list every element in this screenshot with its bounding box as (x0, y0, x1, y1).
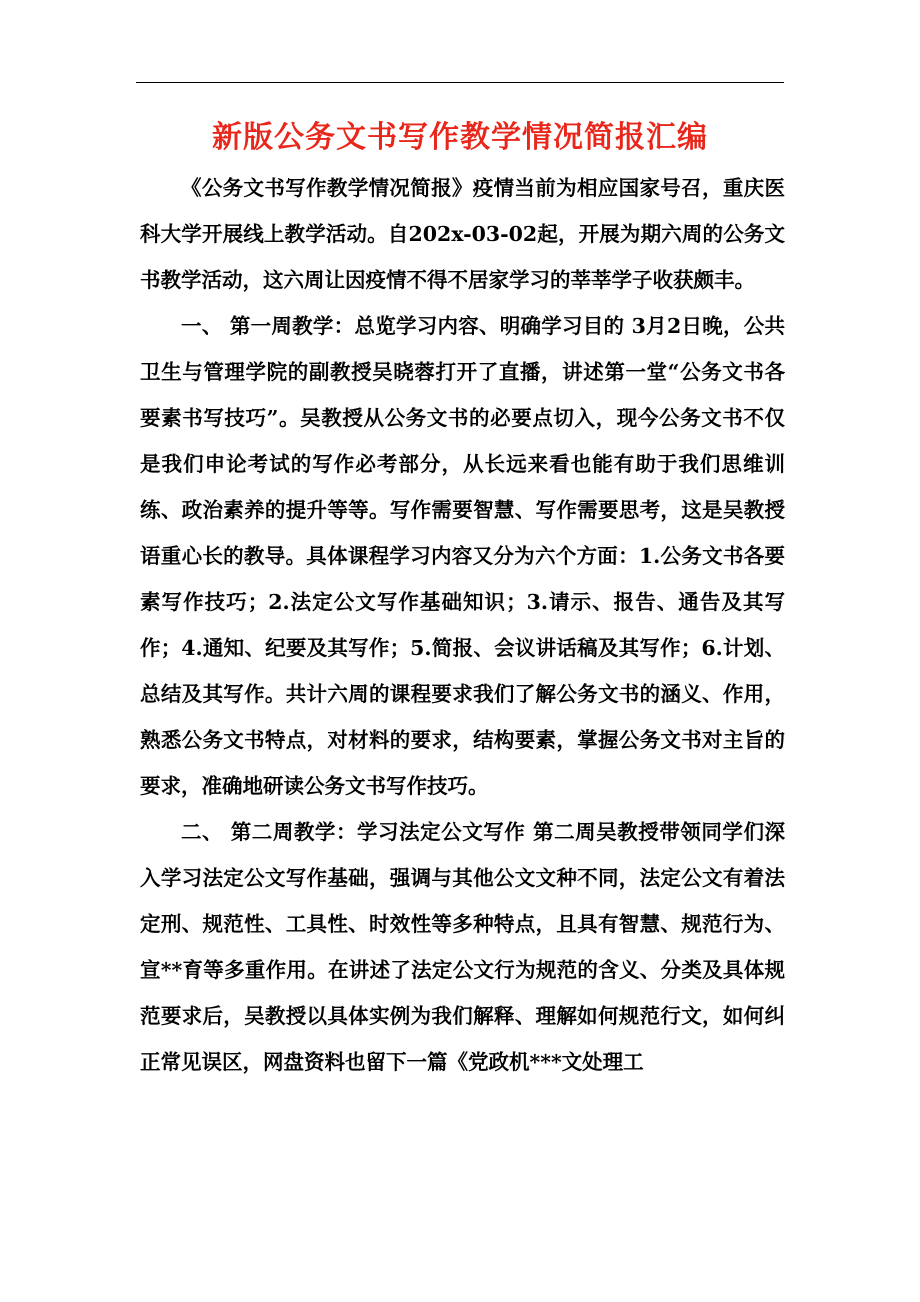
paragraph-week-two: 二、 第二周教学：学习法定公文写作 第二周吴教授带领同学们深入学习法定公文写作基础，强调与其他公文文种不同，法定公文有着法定刑、规范性、工具性、时效性等多种特点，且具有智慧、规范行为、宣**育等多重作用。在讲述了法定公文行为规范的含义、分类及具体规范要求后，吴教授以具体实例为我们解释、理解如何规范行文，如何纠正常见误区，网盘资料也留下一篇《党政机***文处理工 (140, 820, 785, 1074)
header-rule (136, 82, 784, 83)
paragraph-intro: 《公务文书写作教学情况简报》疫情当前为相应国家号召，重庆医科大学开展线上教学活动。自202x-03-02起，开展为期六周的公务文书教学活动，这六周让因疫情不得不居家学习的莘莘学子收获颇丰。 (140, 176, 785, 292)
document-title: 新版公务文书写作教学情况简报汇编 (212, 120, 708, 155)
document-body (140, 165, 785, 1085)
paragraph-week-one: 一、 第一周教学：总览学习内容、明确学习目的 3月2日晚，公共卫生与管理学院的副教授吴晓蓉打开了直播，讲述第一堂“公务文书各要素书写技巧”。吴教授从公务文书的必要点切入，现今公务文书不仅是我们申论考试的写作必考部分，从长远来看也能有助于我们思维训练、政治素养的提升等等。写作需要智慧、写作需要思考，这是吴教授语重心长的教导。具体课程学习内容又分为六个方面：1.公务文书各要素写作技巧；2.法定公文写作基础知识；3.请示、报告、通告及其写作；4.通知、纪要及其写作；5.简报、会议讲话稿及其写作；6.计划、总结及其写作。共计六周的课程要求我们了解公务文书的涵义、作用，熟悉公务文书特点，对材料的要求，结构要素，掌握公务文书对主旨的要求，准确地研读公务文书写作技巧。 (140, 314, 785, 798)
